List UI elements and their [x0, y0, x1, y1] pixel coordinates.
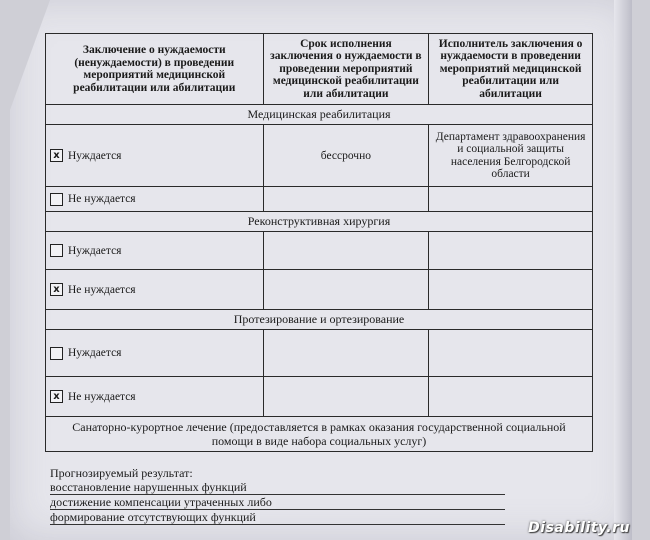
result-line-3: формирование отсутствующих функций [50, 510, 505, 525]
result-line-2: достижение компенсации утраченных либо [50, 495, 505, 510]
option-label: Нуждается [68, 149, 122, 162]
checkbox-needs-prosthetics[interactable] [50, 347, 63, 360]
empty-cell [429, 187, 593, 212]
option-label: Нуждается [68, 347, 122, 359]
rehab-table [45, 33, 593, 452]
option-label: Нуждается [68, 244, 122, 257]
header-term: Срок исполнения заключения о нуждаемости в проведении мероприятий медицинской реабилитации или абилитации [263, 34, 429, 105]
option-needs-med-rehab [46, 125, 264, 187]
empty-cell [263, 377, 429, 417]
section-title-sanatorium: Санаторно-курортное лечение (предоставляется в рамках оказания государственной социальной помощи в виде набора социальных услуг) [46, 417, 593, 452]
page-fold [10, 0, 50, 110]
option-not-needs-surgery [46, 270, 264, 310]
empty-cell [429, 330, 593, 377]
header-conclusion: Заключение о нуждаемости (ненуждаемости) в проведении мероприятий медицинской реабилитации или абилитации [46, 34, 264, 105]
empty-cell [429, 270, 593, 310]
option-not-needs-prosthetics [46, 377, 264, 417]
checkbox-needs-surgery[interactable] [50, 244, 63, 257]
section-title-med-rehab: Медицинская реабилитация [46, 105, 593, 125]
empty-cell [263, 330, 429, 377]
checkbox-not-needs-prosthetics[interactable]: x [50, 390, 63, 403]
checkbox-needs-med-rehab[interactable]: x [50, 149, 63, 162]
empty-cell [429, 377, 593, 417]
option-label: Не нуждается [68, 193, 136, 205]
table-header-row [46, 34, 593, 105]
option-needs-prosthetics [46, 330, 264, 377]
term-cell: бессрочно [263, 125, 429, 187]
scan-edge [614, 0, 632, 540]
option-label: Не нуждается [68, 283, 136, 296]
forecast-result [50, 466, 590, 525]
empty-cell [263, 187, 429, 212]
result-line-1: восстановление нарушенных функций [50, 480, 505, 495]
section-title-prosthetics: Протезирование и ортезирование [46, 310, 593, 330]
header-executor: Исполнитель заключения о нуждаемости в проведении мероприятий медицинской реабилитации или абилитации [429, 34, 593, 105]
executor-cell: Департамент здравоохранения и социальной защиты населения Белгородской области [429, 125, 593, 187]
option-needs-surgery [46, 232, 264, 270]
watermark: Disability.ru [528, 520, 630, 536]
empty-cell [429, 232, 593, 270]
empty-cell [263, 232, 429, 270]
option-not-needs-med-rehab [46, 187, 264, 212]
option-label: Не нуждается [68, 390, 136, 403]
empty-cell [263, 270, 429, 310]
result-label: Прогнозируемый результат: [50, 466, 193, 480]
section-title-surgery: Реконструктивная хирургия [46, 212, 593, 232]
checkbox-not-needs-med-rehab[interactable] [50, 193, 63, 206]
checkbox-not-needs-surgery[interactable]: x [50, 283, 63, 296]
